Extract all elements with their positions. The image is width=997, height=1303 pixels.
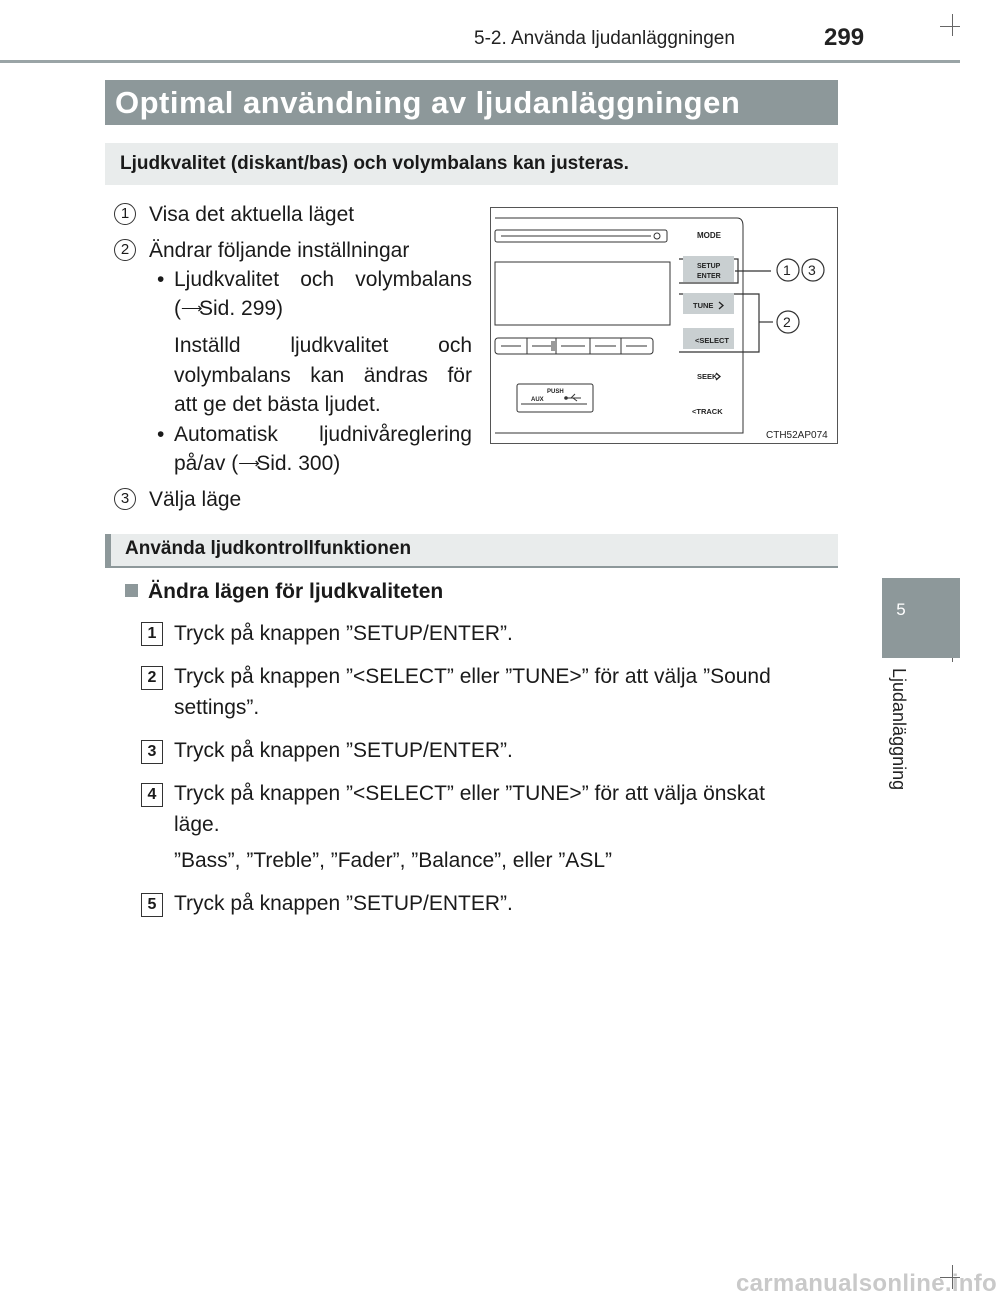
crop-mark [940, 26, 960, 27]
chapter-label: Ljudanläggning [889, 668, 909, 791]
ref-text: Sid. 300) [256, 452, 341, 475]
step-number-5: 5 [141, 893, 163, 917]
arrow-right-icon: ⟶ [181, 300, 203, 317]
word: volymbalans [355, 268, 472, 291]
diagram-code: CTH52AP074 [766, 430, 828, 441]
word: ändras [363, 364, 428, 387]
callout-text-1: Visa det aktuella läget [149, 203, 355, 226]
diagram-callout-3: 3 [808, 262, 816, 278]
step-text-4-cont: läge. [174, 813, 220, 836]
callout-text-2: Ändrar följande inställningar [149, 239, 410, 262]
callout-number-2: 2 [114, 239, 136, 261]
select-button: <SELECT [695, 336, 729, 345]
ref-text: Sid. 299) [199, 297, 284, 320]
word: och [438, 334, 472, 357]
ref-prefix: på/av ( [174, 452, 239, 475]
diagram-callout-1: 1 [783, 262, 791, 278]
page-reference-300[interactable] [174, 452, 340, 476]
callout-text-3: Välja läge [149, 488, 242, 511]
step-text-1: Tryck på knappen ”SETUP/ENTER”. [174, 622, 513, 645]
page-reference-299[interactable]: (⟶Sid. 299) [174, 297, 284, 320]
word: och [300, 268, 335, 291]
section-heading: Använda ljudkontrollfunktionen [105, 534, 838, 566]
word: ljudnivåreglering [319, 423, 472, 446]
square-bullet-icon [125, 584, 138, 597]
step-text-4: Tryck på knappen ”<SELECT” eller ”TUNE>” för att välja önskat [174, 782, 765, 805]
aux-label: AUX [531, 397, 544, 403]
paragraph-line: att ge det bästa ljudet. [174, 393, 381, 416]
word: Inställd [174, 334, 241, 357]
watermark: carmanualsonline.info [736, 1270, 997, 1297]
diagram-callout-2: 2 [783, 314, 791, 330]
section-rule [105, 566, 838, 568]
seek-button: SEEK [697, 372, 718, 381]
step-number-3: 3 [141, 740, 163, 764]
step-number-1: 1 [141, 622, 163, 646]
word: för [447, 364, 472, 387]
paragraph-line [174, 334, 472, 358]
audio-unit-illustration [491, 208, 837, 443]
audio-unit-diagram [490, 207, 838, 444]
step-text-2: Tryck på knappen ”<SELECT” eller ”TUNE>” för att välja ”Sound [174, 665, 771, 688]
paragraph-line [174, 364, 472, 388]
callout-number-3: 3 [114, 488, 136, 510]
push-label: PUSH [547, 389, 564, 395]
word: volymbalans [174, 364, 291, 387]
callout-number-1: 1 [114, 203, 136, 225]
arrow-right-icon: ⟶ [238, 455, 260, 472]
word: kan [310, 364, 345, 387]
header-section-title: 5-2. Använda ljudanläggningen [474, 28, 735, 49]
step-number-4: 4 [141, 783, 163, 807]
bullet-dot: • [157, 268, 165, 291]
bullet-dot: • [157, 423, 165, 446]
subheading [125, 580, 443, 604]
page-number: 299 [824, 24, 865, 51]
step-text-3: Tryck på knappen ”SETUP/ENTER”. [174, 739, 513, 762]
setup-button-label: SETUP [697, 263, 721, 270]
main-title: Optimal användning av ljudanläggningen [105, 80, 838, 125]
header-rule [0, 60, 960, 63]
enter-button-label: ENTER [697, 273, 721, 280]
subheading-text: Ändra lägen för ljudkvaliteten [148, 580, 444, 603]
word: ljudkvalitet [290, 334, 389, 357]
intro-text: Ljudkvalitet (diskant/bas) och volymbalans kan justeras. [105, 143, 838, 185]
step-text-2-cont: settings”. [174, 696, 260, 719]
step-note-4: ”Bass”, ”Treble”, ”Fader”, ”Balance”, eller ”ASL” [174, 849, 612, 872]
chapter-tab[interactable] [882, 578, 960, 658]
mode-button: MODE [697, 231, 721, 240]
track-button: <TRACK [692, 407, 723, 416]
bullet-asl [174, 423, 472, 447]
chapter-number: 5 [896, 600, 906, 619]
bullet-sound-quality [174, 268, 472, 292]
crop-mark [952, 14, 953, 36]
word: Ljudkvalitet [174, 268, 280, 291]
word: Automatisk [174, 423, 278, 446]
step-text-5: Tryck på knappen ”SETUP/ENTER”. [174, 892, 513, 915]
step-number-2: 2 [141, 666, 163, 690]
tune-button: TUNE [693, 301, 714, 310]
